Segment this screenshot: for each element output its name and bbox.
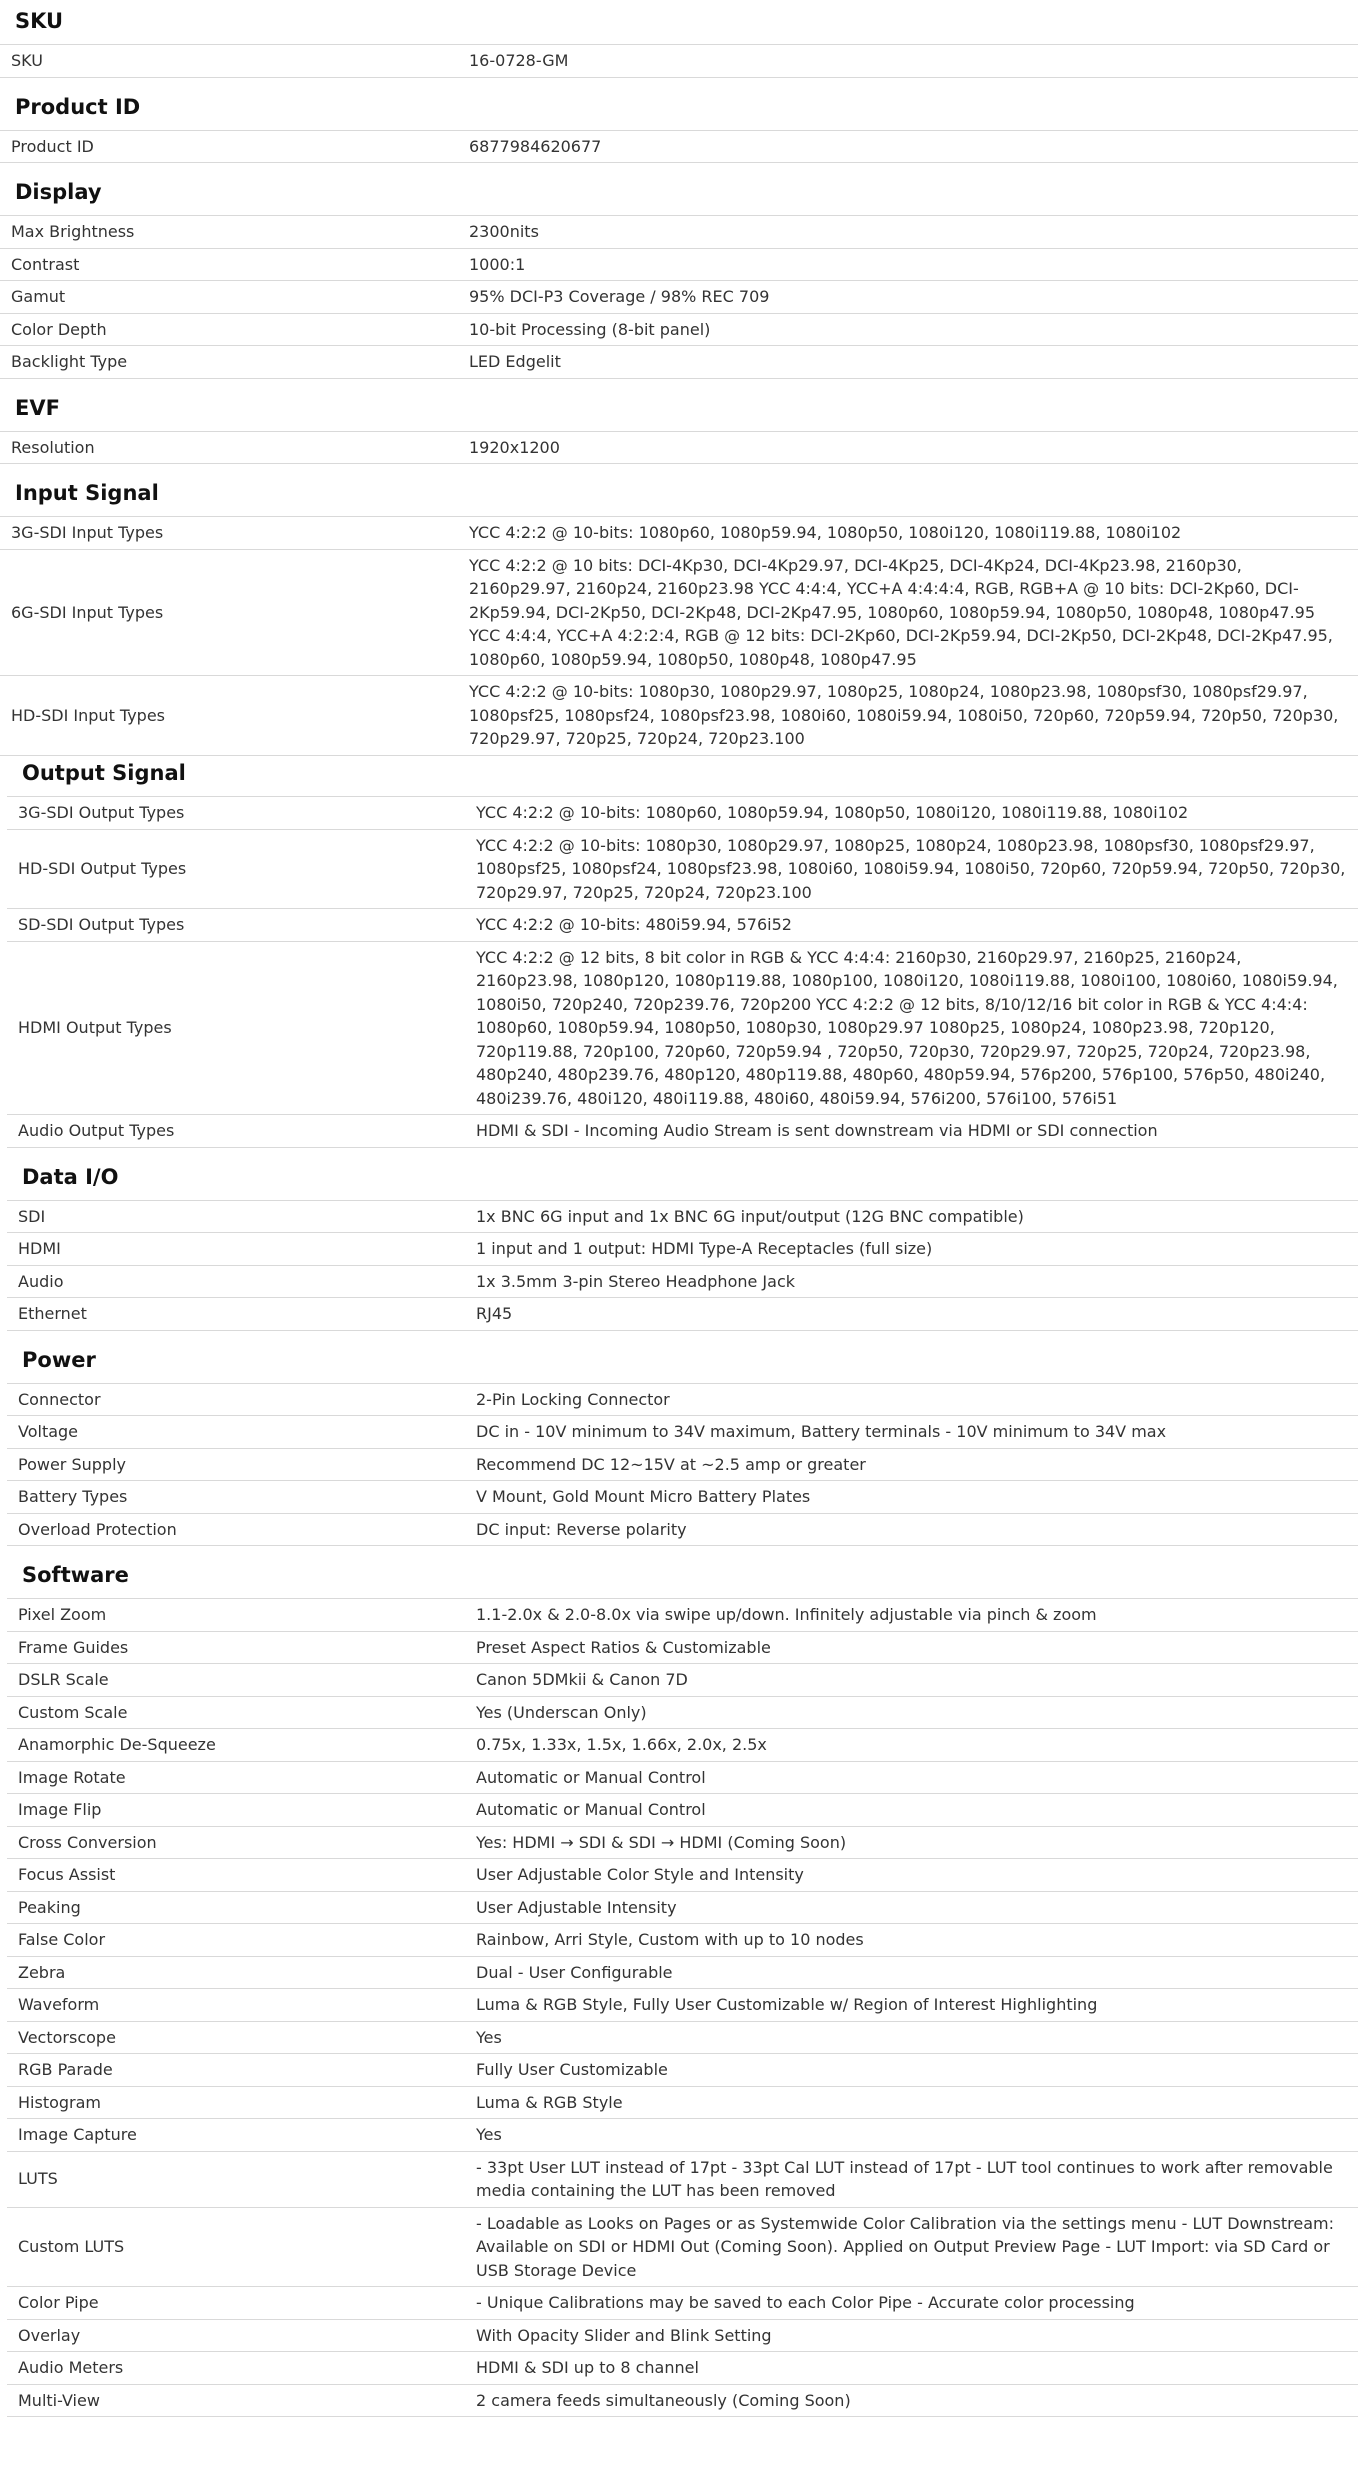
spec-label: Waveform: [7, 1989, 466, 2022]
spec-label: Connector: [7, 1383, 466, 1416]
spec-table: [7, 796, 1358, 1148]
spec-label: Focus Assist: [7, 1859, 466, 1892]
spec-value: YCC 4:2:2 @ 12 bits, 8 bit color in RGB & YCC 4:4:4: 2160p30, 2160p29.97, 2160p25, 2160p24, 2160p23.98, 1080p120, 1080p119.88, 1080p100, 1080i120, 1080i119.88, 1080i100, 1080i60, 1080i59.94, 1080i50, 720p240, 720p239.76, 720p200 YCC 4:2:2 @ 12 bits, 8/10/12/16 bit color in RGB & YCC 4:4:4: 1080p60, 1080p59.94, 1080p50, 1080p30, 1080p29.97 1080p25, 1080p24, 1080p23.98, 720p120, 720p119.88, 720p100, 720p60, 720p59.94 , 720p50, 720p30, 720p29.97, 720p25, 720p24, 720p23.98, 480p240, 480p239.76, 480p120, 480p119.88, 480p60, 480p59.94, 576p200, 576p100, 576p50, 480i240, 480i239.76, 480i120, 480i119.88, 480i60, 480i59.94, 576i200, 576i100, 576i51: [466, 941, 1358, 1115]
section-title: Data I/O: [22, 1164, 119, 1189]
spec-value: Yes: [466, 2021, 1358, 2054]
spec-label: Ethernet: [7, 1298, 466, 1331]
spec-value: LED Edgelit: [459, 346, 1358, 379]
spec-value: 10-bit Processing (8-bit panel): [459, 313, 1358, 346]
spec-row: [7, 1265, 1358, 1298]
section-software: [7, 1554, 1358, 2417]
section-title: Input Signal: [15, 481, 159, 505]
section-output-signal: [7, 752, 1358, 1148]
spec-value: 0.75x, 1.33x, 1.5x, 1.66x, 2.0x, 2.5x: [466, 1729, 1358, 1762]
spec-value: 1920x1200: [459, 431, 1358, 464]
spec-row: [7, 1891, 1358, 1924]
spec-label: Max Brightness: [0, 216, 459, 249]
spec-value: 2300nits: [459, 216, 1358, 249]
spec-label: Pixel Zoom: [7, 1599, 466, 1632]
section-title: Display: [15, 180, 102, 204]
spec-label: Voltage: [7, 1416, 466, 1449]
spec-value: YCC 4:2:2 @ 10 bits: DCI-4Kp30, DCI-4Kp29.97, DCI-4Kp25, DCI-4Kp24, DCI-4Kp23.98, 2160p30, 2160p29.97, 2160p24, 2160p23.98 YCC 4:4:4, YCC+A 4:4:4:4, RGB, RGB+A @ 10 bits: DCI-2Kp60, DCI-2Kp59.94, DCI-2Kp50, DCI-2Kp48, DCI-2Kp47.95, 1080p60, 1080p59.94, 1080p50, 1080p48, 1080p47.95 YCC 4:4:4, YCC+A 4:2:2:4, RGB @ 12 bits: DCI-2Kp60, DCI-2Kp59.94, DCI-2Kp50, DCI-2Kp48, DCI-2Kp47.95, 1080p60, 1080p59.94, 1080p50, 1080p48, 1080p47.95: [459, 549, 1358, 676]
spec-block-top: [0, 0, 1358, 764]
spec-value: Rainbow, Arri Style, Custom with up to 10 nodes: [466, 1924, 1358, 1957]
spec-row: [7, 797, 1358, 830]
spec-value: DC in - 10V minimum to 34V maximum, Battery terminals - 10V minimum to 34V max: [466, 1416, 1358, 1449]
spec-row: [7, 2119, 1358, 2152]
spec-row: [7, 941, 1358, 1115]
spec-label: Audio Output Types: [7, 1115, 466, 1148]
spec-row: [0, 431, 1358, 464]
spec-label: Histogram: [7, 2086, 466, 2119]
spec-label: HDMI: [7, 1233, 466, 1266]
spec-row: [0, 45, 1358, 78]
spec-row: [7, 2287, 1358, 2320]
spec-row: [0, 281, 1358, 314]
spec-row: [7, 1115, 1358, 1148]
spec-value: DC input: Reverse polarity: [466, 1513, 1358, 1546]
spec-table: [0, 431, 1358, 465]
spec-value: - 33pt User LUT instead of 17pt - 33pt Cal LUT instead of 17pt - LUT tool continues to work after removable media containing the LUT has been removed: [466, 2151, 1358, 2207]
spec-label: False Color: [7, 1924, 466, 1957]
spec-value: HDMI & SDI up to 8 channel: [466, 2352, 1358, 2385]
section-title: SKU: [15, 9, 64, 33]
spec-row: [0, 676, 1358, 756]
spec-label: Power Supply: [7, 1448, 466, 1481]
spec-label: RGB Parade: [7, 2054, 466, 2087]
spec-row: [7, 2021, 1358, 2054]
section-input-signal: [0, 472, 1358, 756]
spec-label: Color Pipe: [7, 2287, 466, 2320]
section-product-id: [0, 86, 1358, 164]
spec-value: 1.1-2.0x & 2.0-8.0x via swipe up/down. Infinitely adjustable via pinch & zoom: [466, 1599, 1358, 1632]
spec-row: [7, 1298, 1358, 1331]
spec-label: Gamut: [0, 281, 459, 314]
spec-value: User Adjustable Intensity: [466, 1891, 1358, 1924]
spec-value: With Opacity Slider and Blink Setting: [466, 2319, 1358, 2352]
spec-row: [0, 346, 1358, 379]
spec-row: [0, 517, 1358, 550]
spec-value: YCC 4:2:2 @ 10-bits: 1080p30, 1080p29.97, 1080p25, 1080p24, 1080p23.98, 1080psf30, 1080psf29.97, 1080psf25, 1080psf24, 1080psf23.98, 1080i60, 1080i59.94, 1080i50, 720p60, 720p59.94, 720p50, 720p30, 720p29.97, 720p25, 720p24, 720p23.100: [466, 829, 1358, 909]
spec-label: SDI: [7, 1200, 466, 1233]
spec-label: HD-SDI Output Types: [7, 829, 466, 909]
spec-table: [0, 44, 1358, 78]
section-sku: [0, 0, 1358, 78]
spec-label: Cross Conversion: [7, 1826, 466, 1859]
spec-value: 2 camera feeds simultaneously (Coming Soon): [466, 2384, 1358, 2417]
spec-value: HDMI & SDI - Incoming Audio Stream is sent downstream via HDMI or SDI connection: [466, 1115, 1358, 1148]
spec-value: Yes: [466, 2119, 1358, 2152]
section-data-i-o: [7, 1156, 1358, 1331]
spec-value: Recommend DC 12~15V at ~2.5 amp or greater: [466, 1448, 1358, 1481]
section-display: [0, 171, 1358, 379]
spec-row: [0, 248, 1358, 281]
spec-value: YCC 4:2:2 @ 10-bits: 1080p30, 1080p29.97, 1080p25, 1080p24, 1080p23.98, 1080psf30, 1080psf29.97, 1080psf25, 1080psf24, 1080psf23.98, 1080i60, 1080i59.94, 1080i50, 720p60, 720p59.94, 720p50, 720p30, 720p29.97, 720p25, 720p24, 720p23.100: [459, 676, 1358, 756]
spec-label: Overlay: [7, 2319, 466, 2352]
spec-label: 6G-SDI Input Types: [0, 549, 459, 676]
spec-table: [0, 215, 1358, 379]
spec-row: [0, 313, 1358, 346]
spec-value: 1x BNC 6G input and 1x BNC 6G input/output (12G BNC compatible): [466, 1200, 1358, 1233]
spec-row: [7, 1631, 1358, 1664]
section-title: Output Signal: [22, 761, 186, 785]
spec-row: [7, 1599, 1358, 1632]
spec-value: RJ45: [466, 1298, 1358, 1331]
spec-row: [0, 130, 1358, 163]
spec-label: Product ID: [0, 130, 459, 163]
spec-row: [7, 909, 1358, 942]
spec-label: Contrast: [0, 248, 459, 281]
spec-value: - Unique Calibrations may be saved to each Color Pipe - Accurate color processing: [466, 2287, 1358, 2320]
spec-row: [7, 2086, 1358, 2119]
spec-value: 2-Pin Locking Connector: [466, 1383, 1358, 1416]
section-title: Power: [22, 1347, 96, 1372]
spec-row: [7, 1924, 1358, 1957]
spec-label: Anamorphic De-Squeeze: [7, 1729, 466, 1762]
spec-row: [7, 829, 1358, 909]
spec-row: [7, 1481, 1358, 1514]
spec-block-bottom: [7, 752, 1358, 2425]
spec-value: YCC 4:2:2 @ 10-bits: 1080p60, 1080p59.94, 1080p50, 1080i120, 1080i119.88, 1080i102: [459, 517, 1358, 550]
spec-label: 3G-SDI Output Types: [7, 797, 466, 830]
spec-value: 16-0728-GM: [459, 45, 1358, 78]
spec-row: [7, 2352, 1358, 2385]
section-title: EVF: [15, 395, 60, 420]
spec-row: [7, 1233, 1358, 1266]
section-title: Product ID: [15, 94, 141, 119]
spec-value: 95% DCI-P3 Coverage / 98% REC 709: [459, 281, 1358, 314]
spec-row: [7, 2151, 1358, 2207]
spec-label: Zebra: [7, 1956, 466, 1989]
spec-value: Preset Aspect Ratios & Customizable: [466, 1631, 1358, 1664]
spec-value: 1x 3.5mm 3-pin Stereo Headphone Jack: [466, 1265, 1358, 1298]
spec-value: Luma & RGB Style, Fully User Customizable w/ Region of Interest Highlighting: [466, 1989, 1358, 2022]
spec-row: [7, 1729, 1358, 1762]
spec-row: [7, 2207, 1358, 2287]
spec-value: Dual - User Configurable: [466, 1956, 1358, 1989]
spec-value: 6877984620677: [459, 130, 1358, 163]
spec-table: [7, 1598, 1358, 2417]
spec-row: [7, 2384, 1358, 2417]
spec-label: Battery Types: [7, 1481, 466, 1514]
spec-label: 3G-SDI Input Types: [0, 517, 459, 550]
spec-label: Backlight Type: [0, 346, 459, 379]
spec-value: 1 input and 1 output: HDMI Type-A Receptacles (full size): [466, 1233, 1358, 1266]
section-power: [7, 1339, 1358, 1547]
spec-label: Color Depth: [0, 313, 459, 346]
spec-label: Image Flip: [7, 1794, 466, 1827]
spec-row: [7, 1383, 1358, 1416]
spec-row: [7, 1448, 1358, 1481]
section-evf: [0, 387, 1358, 465]
spec-value: Yes (Underscan Only): [466, 1696, 1358, 1729]
spec-label: Audio: [7, 1265, 466, 1298]
spec-row: [7, 1761, 1358, 1794]
spec-table: [0, 130, 1358, 164]
spec-label: Overload Protection: [7, 1513, 466, 1546]
spec-table: [7, 1383, 1358, 1547]
spec-value: Luma & RGB Style: [466, 2086, 1358, 2119]
spec-value: - Loadable as Looks on Pages or as Systemwide Color Calibration via the settings menu - LUT Downstream: Available on SDI or HDMI Out (Coming Soon). Applied on Output Preview Page - LUT Import: via SD Card or USB Storage Device: [466, 2207, 1358, 2287]
spec-row: [0, 549, 1358, 676]
spec-row: [7, 1859, 1358, 1892]
spec-value: User Adjustable Color Style and Intensity: [466, 1859, 1358, 1892]
spec-row: [7, 1989, 1358, 2022]
spec-row: [7, 2319, 1358, 2352]
spec-label: HD-SDI Input Types: [0, 676, 459, 756]
section-title: Software: [22, 1563, 129, 1587]
spec-value: Automatic or Manual Control: [466, 1794, 1358, 1827]
spec-row: [7, 1826, 1358, 1859]
spec-row: [7, 1664, 1358, 1697]
spec-row: [7, 1513, 1358, 1546]
spec-value: Canon 5DMkii & Canon 7D: [466, 1664, 1358, 1697]
spec-table: [0, 516, 1358, 756]
spec-label: HDMI Output Types: [7, 941, 466, 1115]
spec-label: Image Capture: [7, 2119, 466, 2152]
spec-label: Image Rotate: [7, 1761, 466, 1794]
spec-value: V Mount, Gold Mount Micro Battery Plates: [466, 1481, 1358, 1514]
spec-label: Frame Guides: [7, 1631, 466, 1664]
spec-value: YCC 4:2:2 @ 10-bits: 480i59.94, 576i52: [466, 909, 1358, 942]
spec-label: Multi-View: [7, 2384, 466, 2417]
spec-label: Peaking: [7, 1891, 466, 1924]
spec-label: LUTS: [7, 2151, 466, 2207]
spec-value: Automatic or Manual Control: [466, 1761, 1358, 1794]
spec-label: SKU: [0, 45, 459, 78]
spec-row: [7, 1956, 1358, 1989]
spec-label: Custom LUTS: [7, 2207, 466, 2287]
spec-label: Resolution: [0, 431, 459, 464]
spec-value: Fully User Customizable: [466, 2054, 1358, 2087]
spec-table: [7, 1200, 1358, 1331]
spec-value: Yes: HDMI → SDI & SDI → HDMI (Coming Soon): [466, 1826, 1358, 1859]
spec-label: Audio Meters: [7, 2352, 466, 2385]
spec-label: DSLR Scale: [7, 1664, 466, 1697]
spec-value: YCC 4:2:2 @ 10-bits: 1080p60, 1080p59.94, 1080p50, 1080i120, 1080i119.88, 1080i102: [466, 797, 1358, 830]
spec-label: Vectorscope: [7, 2021, 466, 2054]
spec-row: [7, 1416, 1358, 1449]
spec-label: SD-SDI Output Types: [7, 909, 466, 942]
spec-value: 1000:1: [459, 248, 1358, 281]
spec-row: [7, 1696, 1358, 1729]
spec-row: [7, 1200, 1358, 1233]
spec-row: [7, 1794, 1358, 1827]
spec-row: [0, 216, 1358, 249]
spec-label: Custom Scale: [7, 1696, 466, 1729]
spec-row: [7, 2054, 1358, 2087]
